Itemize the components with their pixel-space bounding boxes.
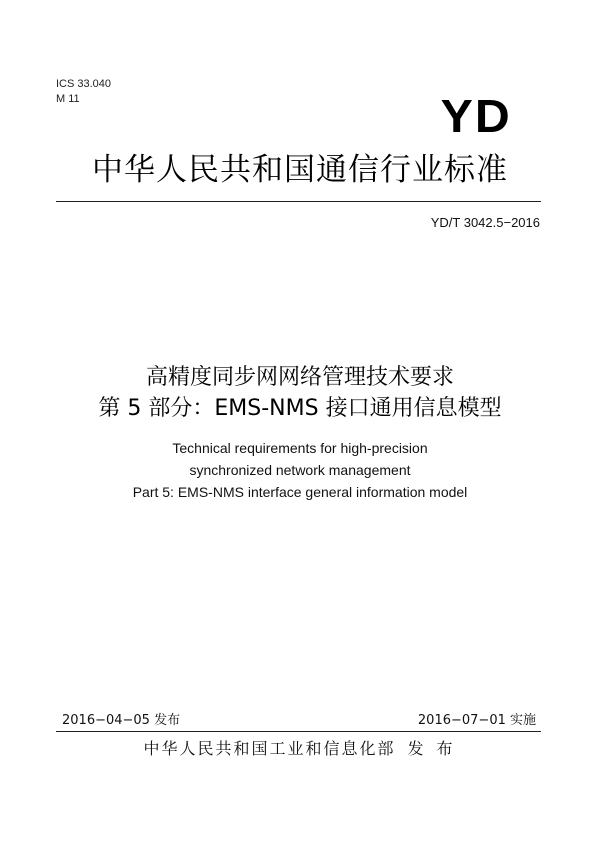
standard-category-title: 中华人民共和国通信行业标准 bbox=[92, 152, 508, 188]
ccs-code: M 11 bbox=[56, 93, 80, 105]
bottom-divider bbox=[56, 731, 541, 732]
top-divider bbox=[56, 201, 541, 202]
standard-number: YD/T 3042.5−2016 bbox=[430, 215, 540, 230]
chinese-title-line-1: 高精度同步网网络管理技术要求 bbox=[145, 365, 454, 390]
classification-codes bbox=[56, 77, 111, 107]
chinese-title-line-2: 第 5 部分：EMS-NMS 接口通用信息模型 bbox=[98, 396, 502, 421]
publisher-line bbox=[0, 738, 600, 760]
publisher-name: 中华人民共和国工业和信息化部 bbox=[143, 739, 396, 758]
english-title-line-2: synchronized network management bbox=[189, 462, 411, 478]
yd-logo: YD bbox=[440, 90, 512, 142]
english-title-line-1: Technical requirements for high-precision bbox=[172, 440, 428, 456]
issue-date: 2016−04−05 发布 bbox=[62, 713, 181, 728]
publish-action: 发 布 bbox=[407, 739, 457, 758]
ics-code: ICS 33.040 bbox=[56, 78, 112, 90]
implementation-date: 2016−07−01 实施 bbox=[417, 713, 536, 728]
english-title-line-3: Part 5: EMS-NMS interface general information model bbox=[132, 484, 468, 500]
